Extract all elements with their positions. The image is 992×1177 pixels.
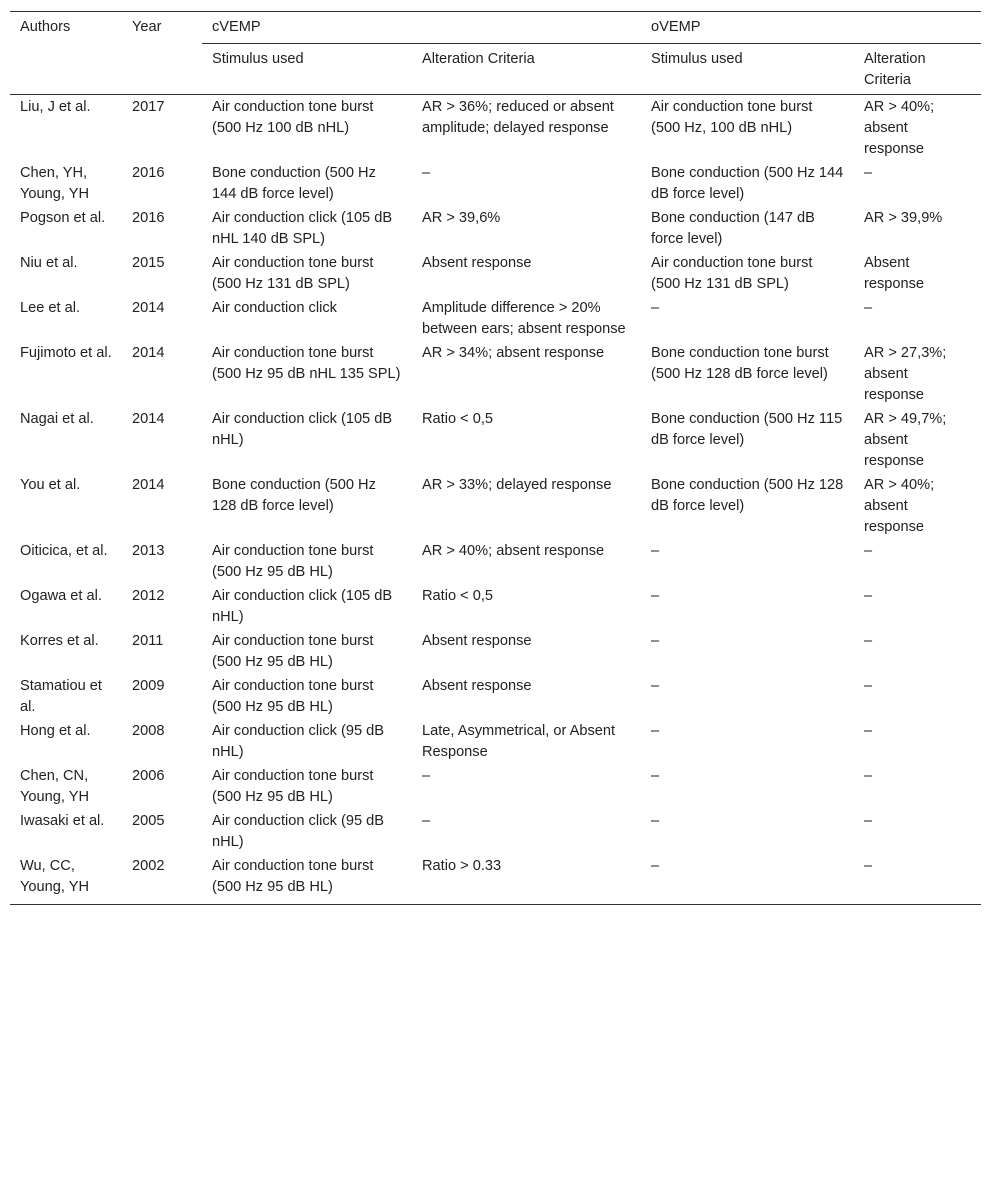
cvemp-criteria-cell: – (422, 813, 431, 829)
year-cell: 2012 (132, 588, 165, 604)
table-row (10, 584, 981, 629)
author-cell: Wu, CC, Young, YH (20, 858, 89, 895)
ovemp-criteria-cell: – (864, 813, 873, 829)
header-cvemp-stimulus: Stimulus used (212, 51, 304, 67)
cvemp-criteria-cell: Ratio < 0,5 (422, 588, 493, 604)
header-row-groups (10, 12, 981, 44)
author-cell: Oiticica, et al. (20, 543, 108, 559)
year-cell: 2013 (132, 543, 165, 559)
table-row (10, 341, 981, 407)
year-cell: 2014 (132, 300, 165, 316)
table-row (10, 854, 981, 905)
ovemp-stimulus-cell: – (651, 678, 660, 694)
table-row (10, 296, 981, 341)
cvemp-stimulus-cell: Bone conduction (500 Hz 144 dB force level) (212, 165, 376, 202)
year-cell: 2011 (132, 633, 164, 649)
cvemp-stimulus-cell: Air conduction click (105 dB nHL 140 dB SPL) (212, 210, 393, 247)
ovemp-stimulus-cell: – (651, 300, 660, 316)
ovemp-criteria-cell: AR > 40%; absent response (864, 477, 935, 535)
year-cell: 2009 (132, 678, 165, 694)
author-cell: Chen, CN, Young, YH (20, 768, 89, 805)
ovemp-criteria-cell: – (864, 300, 873, 316)
cvemp-stimulus-cell: Air conduction tone burst (500 Hz 95 dB HL) (212, 633, 374, 670)
table-row (10, 95, 981, 162)
ovemp-stimulus-cell: – (651, 588, 660, 604)
ovemp-criteria-cell: AR > 39,9% (864, 210, 943, 226)
table-row (10, 251, 981, 296)
cvemp-stimulus-cell: Bone conduction (500 Hz 128 dB force level) (212, 477, 376, 514)
cvemp-stimulus-cell: Air conduction click (95 dB nHL) (212, 813, 384, 850)
cvemp-stimulus-cell: Air conduction tone burst (500 Hz 100 dB nHL) (212, 99, 374, 136)
year-cell: 2002 (132, 858, 165, 874)
ovemp-criteria-cell: Absent response (864, 255, 925, 292)
ovemp-criteria-cell: – (864, 543, 873, 559)
cvemp-stimulus-cell: Air conduction click (105 dB nHL) (212, 411, 393, 448)
table-row (10, 206, 981, 251)
cvemp-stimulus-cell: Air conduction click (212, 300, 337, 316)
header-ovemp-stimulus: Stimulus used (651, 51, 743, 67)
ovemp-criteria-cell: – (864, 588, 873, 604)
author-cell: Hong et al. (20, 723, 91, 739)
author-cell: Liu, J et al. (20, 99, 91, 115)
cvemp-criteria-cell: Ratio > 0.33 (422, 858, 502, 874)
cvemp-criteria-cell: AR > 33%; delayed response (422, 477, 612, 493)
ovemp-criteria-cell: AR > 27,3%; absent response (864, 345, 947, 403)
header-authors: Authors (20, 19, 71, 35)
cvemp-stimulus-cell: Air conduction tone burst (500 Hz 95 dB HL) (212, 858, 374, 895)
ovemp-criteria-cell: – (864, 768, 873, 784)
ovemp-stimulus-cell: Bone conduction (500 Hz 115 dB force level) (651, 411, 843, 448)
cvemp-stimulus-cell: Air conduction tone burst (500 Hz 131 dB SPL) (212, 255, 374, 292)
author-cell: Chen, YH, Young, YH (20, 165, 89, 202)
table-row (10, 629, 981, 674)
author-cell: Nagai et al. (20, 411, 94, 427)
author-cell: Stamatiou et al. (20, 678, 102, 715)
header-year: Year (132, 19, 162, 35)
table-row (10, 539, 981, 584)
ovemp-criteria-cell: – (864, 165, 873, 181)
cvemp-criteria-cell: Absent response (422, 633, 532, 649)
table-row (10, 407, 981, 473)
cvemp-criteria-cell: AR > 34%; absent response (422, 345, 605, 361)
cvemp-criteria-cell: – (422, 768, 431, 784)
ovemp-stimulus-cell: – (651, 633, 660, 649)
header-cvemp: cVEMP (202, 12, 641, 44)
cvemp-criteria-cell: Late, Asymmetrical, or Absent Response (422, 723, 616, 760)
year-cell: 2015 (132, 255, 165, 271)
cvemp-criteria-cell: Amplitude difference > 20% between ears; absent response (422, 300, 626, 337)
cvemp-stimulus-cell: Air conduction tone burst (500 Hz 95 dB nHL 135 SPL) (212, 345, 401, 382)
year-cell: 2017 (132, 99, 165, 115)
table-body (10, 95, 981, 905)
cvemp-criteria-cell: – (422, 165, 431, 181)
ovemp-criteria-cell: AR > 40%; absent response (864, 99, 935, 157)
ovemp-stimulus-cell: Bone conduction (500 Hz 144 dB force level) (651, 165, 844, 202)
table-row (10, 161, 981, 206)
vemp-studies-table (10, 11, 981, 905)
year-cell: 2006 (132, 768, 165, 784)
year-cell: 2014 (132, 477, 165, 493)
cvemp-criteria-cell: Ratio < 0,5 (422, 411, 493, 427)
ovemp-criteria-cell: – (864, 723, 873, 739)
table-row (10, 674, 981, 719)
cvemp-criteria-cell: AR > 36%; reduced or absent amplitude; delayed response (422, 99, 614, 136)
ovemp-stimulus-cell: – (651, 858, 660, 874)
cvemp-stimulus-cell: Air conduction click (105 dB nHL) (212, 588, 393, 625)
cvemp-criteria-cell: AR > 39,6% (422, 210, 501, 226)
ovemp-stimulus-cell: Bone conduction (500 Hz 128 dB force level) (651, 477, 844, 514)
year-cell: 2014 (132, 411, 165, 427)
author-cell: Lee et al. (20, 300, 81, 316)
author-cell: Iwasaki et al. (20, 813, 105, 829)
ovemp-stimulus-cell: Bone conduction (147 dB force level) (651, 210, 815, 247)
year-cell: 2016 (132, 210, 165, 226)
ovemp-stimulus-cell: Air conduction tone burst (500 Hz 131 dB SPL) (651, 255, 813, 292)
ovemp-stimulus-cell: Bone conduction tone burst (500 Hz 128 dB force level) (651, 345, 829, 382)
year-cell: 2014 (132, 345, 165, 361)
ovemp-criteria-cell: AR > 49,7%; absent response (864, 411, 947, 469)
ovemp-criteria-cell: – (864, 858, 873, 874)
table-row (10, 473, 981, 539)
header-cvemp-criteria: Alteration Criteria (422, 51, 535, 67)
author-cell: Korres et al. (20, 633, 99, 649)
cvemp-criteria-cell: Absent response (422, 678, 532, 694)
year-cell: 2005 (132, 813, 165, 829)
year-cell: 2016 (132, 165, 165, 181)
ovemp-stimulus-cell: – (651, 768, 660, 784)
author-cell: Fujimoto et al. (20, 345, 112, 361)
author-cell: Niu et al. (20, 255, 78, 271)
table-row (10, 764, 981, 809)
author-cell: Ogawa et al. (20, 588, 102, 604)
table-row (10, 719, 981, 764)
author-cell: Pogson et al. (20, 210, 106, 226)
cvemp-stimulus-cell: Air conduction tone burst (500 Hz 95 dB HL) (212, 768, 374, 805)
ovemp-criteria-cell: – (864, 678, 873, 694)
header-ovemp: oVEMP (641, 12, 981, 44)
cvemp-stimulus-cell: Air conduction click (95 dB nHL) (212, 723, 384, 760)
table-row (10, 809, 981, 854)
ovemp-stimulus-cell: – (651, 813, 660, 829)
cvemp-criteria-cell: Absent response (422, 255, 532, 271)
author-cell: You et al. (20, 477, 81, 493)
cvemp-stimulus-cell: Air conduction tone burst (500 Hz 95 dB HL) (212, 543, 374, 580)
ovemp-criteria-cell: – (864, 633, 873, 649)
ovemp-stimulus-cell: Air conduction tone burst (500 Hz, 100 dB nHL) (651, 99, 813, 136)
header-ovemp-criteria: Alteration Criteria (864, 51, 926, 88)
cvemp-criteria-cell: AR > 40%; absent response (422, 543, 605, 559)
year-cell: 2008 (132, 723, 165, 739)
cvemp-stimulus-cell: Air conduction tone burst (500 Hz 95 dB HL) (212, 678, 374, 715)
ovemp-stimulus-cell: – (651, 543, 660, 559)
ovemp-stimulus-cell: – (651, 723, 660, 739)
